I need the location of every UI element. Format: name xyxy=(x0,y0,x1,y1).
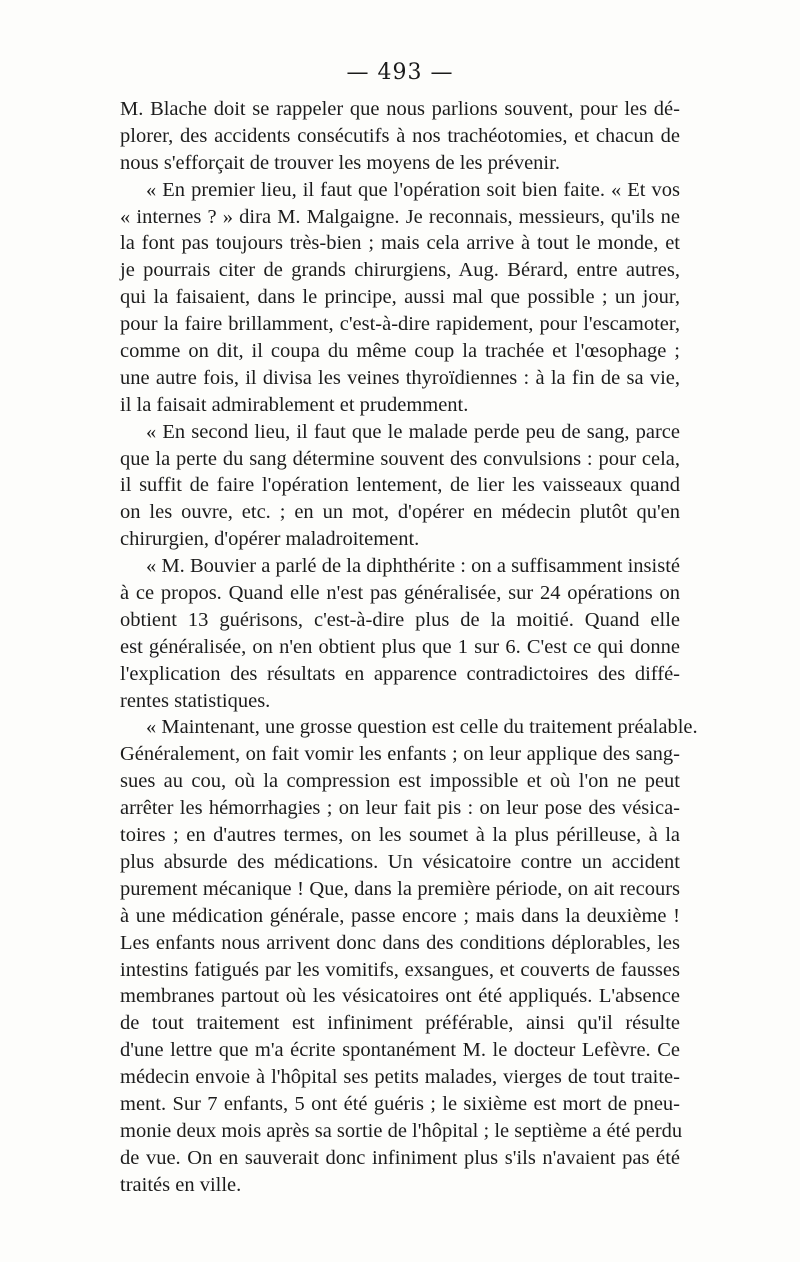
text-line: Les enfants nous arrivent donc dans des conditions déplorables, les xyxy=(120,931,680,954)
text-line: est généralisée, on n'en obtient plus que 1 sur 6. C'est ce qui donne xyxy=(120,635,680,658)
text-line: il suffit de faire l'opération lentement, de lier les vaisseaux quand xyxy=(120,474,680,497)
text-line: purement mécanique ! Que, dans la première période, on ait recours xyxy=(120,877,680,900)
paragraph-2 xyxy=(120,177,680,419)
paragraph-4 xyxy=(120,553,680,714)
text-line: « En second lieu, il faut que le malade perde peu de sang, parce xyxy=(146,420,680,443)
text-line: « En premier lieu, il faut que l'opération soit bien faite. « Et vos xyxy=(146,178,680,201)
text-line: chirurgien, d'opérer maladroitement. xyxy=(120,528,420,551)
text-line: à ce propos. Quand elle n'est pas généralisée, sur 24 opérations on xyxy=(120,582,680,605)
paragraph-3 xyxy=(120,419,680,553)
text-line: « M. Bouvier a parlé de la diphthérite : on a suffisamment insisté xyxy=(146,555,680,578)
text-line: traités en ville. xyxy=(120,1173,242,1196)
text-line: intestins fatigués par les vomitifs, exsangues, et couverts de fausses xyxy=(120,958,680,981)
text-line: comme on dit, il coupa du même coup la trachée et l'œsophage ; xyxy=(120,340,680,363)
text-line: M. Blache doit se rappeler que nous parlions souvent, pour les dé- xyxy=(120,98,680,120)
text-line: de tout traitement est infiniment préférable, ainsi qu'il résulte xyxy=(120,1012,680,1035)
text-line: d'une lettre que m'a écrite spontanément M. le docteur Lefèvre. Ce xyxy=(120,1039,680,1062)
body-text xyxy=(120,96,698,1199)
page-number: — 493 — xyxy=(346,60,454,85)
text-line: une autre fois, il divisa les veines thyroïdiennes : à la fin de sa vie, xyxy=(120,366,680,389)
text-line: plorer, des accidents consécutifs à nos trachéotomies, et chacun de xyxy=(120,124,680,147)
text-line: membranes partout où les vésicatoires ont été appliqués. L'absence xyxy=(120,985,680,1008)
text-line: on les ouvre, etc. ; en un mot, d'opérer en médecin plutôt qu'en xyxy=(120,501,680,524)
text-line: médecin envoie à l'hôpital ses petits malades, vierges de tout traite- xyxy=(120,1066,680,1089)
paragraph-5 xyxy=(120,714,698,1198)
text-line: « internes ? » dira M. Malgaigne. Je reconnais, messieurs, qu'ils ne xyxy=(120,205,680,228)
paragraph-1 xyxy=(120,96,680,177)
text-line: ment. Sur 7 enfants, 5 ont été guéris ; le sixième est mort de pneu- xyxy=(120,1092,680,1115)
text-line: l'explication des résultats en apparence contradictoires des diffé- xyxy=(120,662,680,685)
text-line: obtient 13 guérisons, c'est-à-dire plus de la moitié. Quand elle xyxy=(120,608,680,631)
text-line: la font pas toujours très-bien ; mais cela arrive à tout le monde, et xyxy=(120,232,680,255)
text-line: sues au cou, où la compression est impossible et où l'on ne peut xyxy=(120,770,680,793)
text-line: rentes statistiques. xyxy=(120,689,271,712)
text-line: plus absurde des médications. Un vésicatoire contre un accident xyxy=(120,850,680,873)
text-line: arrêter les hémorrhagies ; on leur fait pis : on leur pose des vésica- xyxy=(120,797,680,820)
text-line: monie deux mois après sa sortie de l'hôpital ; le septième a été perdu xyxy=(120,1119,683,1142)
text-line: que la perte du sang détermine souvent des convulsions : pour cela, xyxy=(120,447,680,470)
text-line: il la faisait admirablement et prudemment. xyxy=(120,393,469,416)
text-line: toires ; en d'autres termes, on les soumet à la plus périlleuse, à la xyxy=(120,824,680,847)
text-line: à une médication générale, passe encore ; mais dans la deuxième ! xyxy=(120,904,680,927)
text-line: « Maintenant, une grosse question est celle du traitement préalable. xyxy=(146,716,698,739)
text-line: de vue. On en sauverait donc infiniment plus s'ils n'avaient pas été xyxy=(120,1146,680,1169)
text-line: nous s'efforçait de trouver les moyens de les prévenir. xyxy=(120,151,560,174)
text-line: qui la faisaient, dans le principe, aussi mal que possible ; un jour, xyxy=(120,286,680,309)
text-line: Généralement, on fait vomir les enfants ; on leur applique des sang- xyxy=(120,743,680,766)
text-line: pour la faire brillamment, c'est-à-dire rapidement, pour l'escamoter, xyxy=(120,313,680,336)
text-line: je pourrais citer de grands chirurgiens, Aug. Bérard, entre autres, xyxy=(120,259,680,282)
